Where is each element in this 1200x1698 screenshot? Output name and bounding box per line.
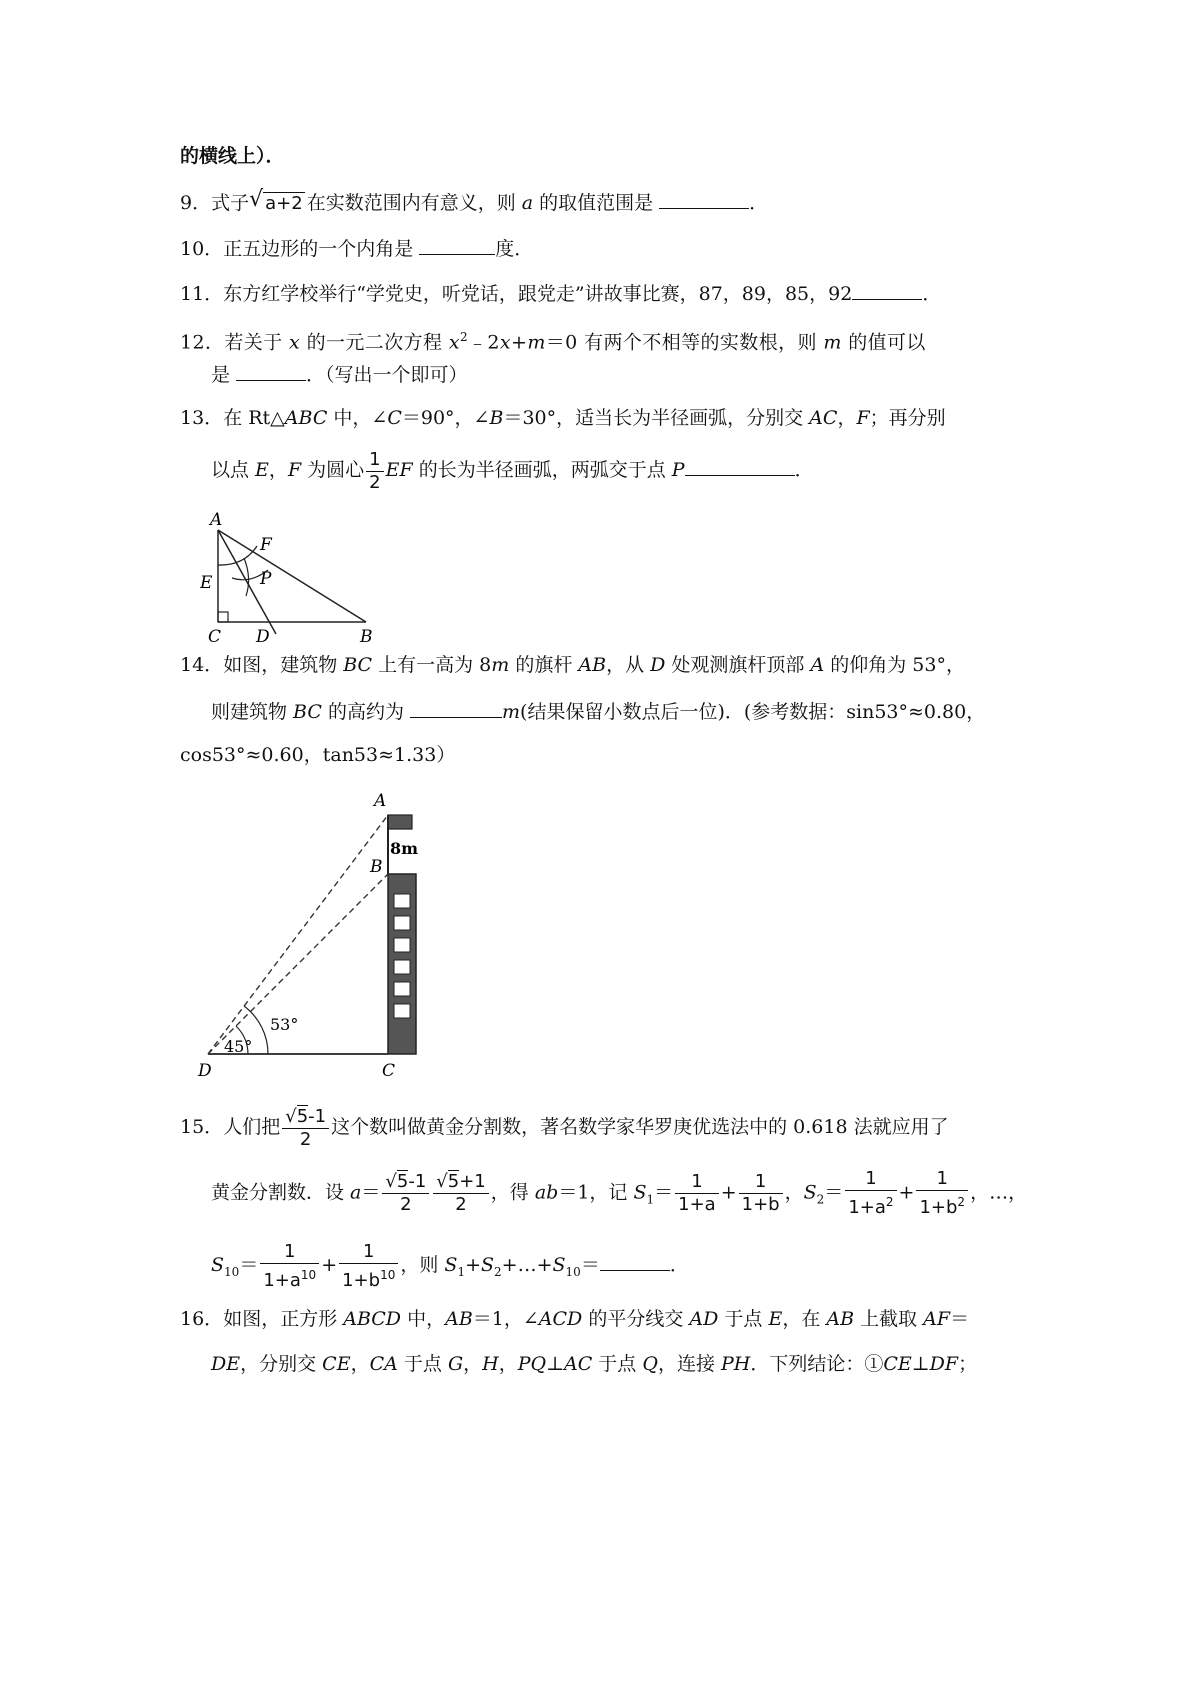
denominator-base: 1+a (263, 1269, 301, 1291)
fraction (845, 1168, 896, 1219)
denominator-base: 1+a (848, 1197, 886, 1218)
perpendicular: ⊥ (911, 1353, 930, 1375)
question-11 (180, 277, 941, 309)
section-instruction-tail: 的横线上）． (180, 145, 285, 167)
q16-text-6: ，在 (782, 1308, 827, 1330)
q16-text: 如图，正方形 (223, 1308, 344, 1330)
q16-text-5: 于点 (718, 1308, 769, 1330)
q15-text-6: ，则 (400, 1254, 445, 1276)
variable-s: S (211, 1254, 225, 1276)
q10-text: 正五边形的一个内角是 (223, 238, 420, 260)
equation-m: m (527, 331, 546, 354)
label-ce-2: CE (883, 1353, 912, 1375)
q13-comma: ， (837, 407, 857, 429)
q14-text-8: 的高约为 (321, 701, 410, 723)
label-af: AF (923, 1308, 951, 1330)
q14-text-2: 上有一高为 8 (372, 654, 492, 676)
q14-text-9: (结果保留小数点后一位)．(参考数据：sin53°≈0.80， (520, 701, 986, 723)
label-c: C (387, 407, 402, 429)
label-h: H (482, 1353, 499, 1375)
q15-text-4: ，得 (490, 1181, 535, 1204)
label-b: B (489, 407, 504, 429)
denominator (339, 1264, 398, 1292)
q12-text-2: 的一元二次方程 (300, 331, 449, 354)
comma: ， (463, 1353, 483, 1375)
variable-a: a (350, 1181, 362, 1204)
fig-label-a: A (210, 510, 223, 530)
label-acd: ACD (538, 1308, 583, 1330)
numerator: 1 (916, 1168, 968, 1191)
label-pq: PQ (517, 1353, 547, 1375)
question-13-line-2 (211, 448, 814, 494)
answer-blank[interactable] (685, 453, 795, 476)
denominator: 1+b (741, 1194, 780, 1215)
question-number: 16． (180, 1308, 224, 1330)
answer-blank[interactable] (419, 232, 495, 255)
fig-label-b: B (360, 627, 373, 647)
question-number: 15． (180, 1116, 224, 1138)
q14-text: 如图，建筑物 (223, 654, 344, 676)
q13-text-4: ＝30°，适当长为半径画弧，分别交 (503, 407, 810, 429)
flag (388, 815, 412, 829)
q16-text-7: 上截取 (854, 1308, 924, 1330)
exponent: 2 (957, 1195, 966, 1209)
q14-text-6: 的仰角为 53°， (824, 654, 965, 676)
question-number: 9． (180, 192, 212, 214)
golden-ratio-fraction (282, 1106, 329, 1151)
fig-label-f: F (260, 535, 272, 555)
fraction-a (382, 1171, 429, 1216)
question-14-line-3: cos53°≈0.60，tan53≈1.33） (180, 744, 456, 766)
q13-comma-2: ， (268, 459, 288, 481)
q13-text-6: 以点 (211, 459, 256, 481)
q9-text-2: 在实数范围内有意义，则 (306, 192, 522, 214)
numerator: 1 (739, 1171, 783, 1194)
question-15-line-2 (211, 1168, 1027, 1223)
subscript: 1 (646, 1192, 655, 1207)
question-number: 14． (180, 654, 224, 676)
q15-text-2: 这个数叫做黄金分割数，著名数学家华罗庚优选法中的 0.618 法就应用了 (331, 1116, 949, 1138)
angle-53-label: 53° (270, 1015, 299, 1034)
exponent: 10 (300, 1267, 317, 1282)
equals: ＝ (824, 1181, 844, 1204)
question-number: 11． (180, 283, 224, 305)
variable-s: S (633, 1181, 647, 1204)
plus: + (720, 1181, 737, 1204)
fig-label-b: B (370, 857, 383, 877)
label-ph: PH (720, 1353, 751, 1375)
label-g: G (447, 1353, 464, 1375)
numerator-rest: +1 (459, 1171, 486, 1192)
question-16-line-2 (211, 1349, 977, 1379)
equation-part: ﹣2 (468, 331, 500, 354)
comma: ， (350, 1353, 370, 1375)
q12-text-6: ．（写出一个即可） (306, 364, 468, 386)
q16-text-8: ，分别交 (240, 1353, 323, 1375)
q13-text-2: 中，∠ (327, 407, 388, 429)
equation-x-2: x (499, 331, 512, 354)
denominator: 1+a (678, 1194, 716, 1215)
question-number: 13． (180, 407, 224, 429)
variable-s: S (803, 1181, 817, 1204)
denominator (845, 1191, 896, 1219)
q16-text-12: ．下列结论：① (750, 1353, 884, 1375)
q9-text-3: 的取值范围是 (533, 192, 660, 214)
label-ce: CE (322, 1353, 351, 1375)
label-e: E (255, 459, 269, 481)
plus: + (898, 1181, 915, 1204)
q16-text-9: 于点 (397, 1353, 448, 1375)
question-number: 12． (180, 331, 225, 354)
variable-s: S (552, 1254, 566, 1276)
q12-text-4: 的值可以 (841, 331, 926, 354)
subscript: 2 (816, 1192, 825, 1207)
label-abc: ABC (284, 407, 328, 429)
variable-s: S (481, 1254, 495, 1276)
fraction (260, 1241, 319, 1292)
exponent: 10 (380, 1267, 396, 1282)
q15-text-3: 黄金分割数．设 (211, 1181, 351, 1204)
question-14-line-2 (211, 695, 985, 727)
fig-label-c: C (382, 1061, 396, 1081)
question-12-line-2 (211, 358, 468, 390)
fig-label-d: D (256, 627, 270, 647)
numerator: √5-1 (282, 1106, 329, 1129)
ellipsis: ，…， (970, 1181, 1028, 1204)
comma: ， (784, 1181, 804, 1204)
flag-height-label: 8m (390, 839, 419, 858)
q16-text-2: 中， (401, 1308, 446, 1330)
q13-text-3: ＝90°，∠ (401, 407, 490, 429)
question-12 (180, 322, 926, 357)
q10-text-2: 度． (495, 238, 534, 260)
plus: + (321, 1254, 338, 1276)
q13-text-7: 为圆心 (301, 459, 365, 481)
denominator: 2 (455, 1194, 467, 1215)
unit-m-2: m (502, 701, 521, 723)
q12-text-3: ＝0 有两个不相等的实数根，则 (545, 331, 824, 354)
variable-a: a (521, 192, 534, 214)
q14-text-4: ，从 (606, 654, 651, 676)
q13-text: 在 Rt△ (223, 407, 285, 429)
fraction-b (433, 1171, 488, 1216)
label-abcd: ABCD (343, 1308, 402, 1330)
numerator: 1 (260, 1241, 319, 1264)
equation-plus: + (511, 331, 528, 354)
label-de: DE (211, 1353, 241, 1375)
fig-label-a: A (374, 791, 387, 811)
denominator-base: 1+b (342, 1269, 381, 1291)
q12-text-5: 是 (211, 364, 237, 386)
question-14 (180, 650, 965, 680)
variable-ab: ab (534, 1181, 559, 1204)
radicand: 5 (296, 1105, 309, 1127)
fraction (675, 1171, 719, 1216)
question-number: 10． (180, 238, 224, 260)
subscript: 1 (457, 1264, 466, 1279)
q9-text: 式子 (211, 192, 250, 214)
radicand: 5 (396, 1171, 409, 1192)
label-f: F (856, 407, 870, 429)
denominator (916, 1191, 968, 1219)
numerator: 1 (366, 449, 383, 472)
denominator: 2 (400, 1194, 412, 1215)
plus: + (465, 1254, 481, 1276)
denominator: 2 (299, 1128, 312, 1150)
q13-text-8: 的长为半径画弧，两弧交于点 (412, 459, 672, 481)
subscript: 10 (565, 1264, 581, 1279)
label-ac: AC (564, 1353, 593, 1375)
numerator: √5-1 (382, 1171, 429, 1194)
unit-m: m (491, 654, 510, 676)
variable-s: S (444, 1254, 458, 1276)
answer-blank[interactable] (852, 277, 922, 300)
numerator: 1 (845, 1168, 896, 1191)
label-ad: AD (689, 1308, 719, 1330)
q14-text-5: 处观测旗杆顶部 (665, 654, 811, 676)
question-15-line-3 (211, 1240, 689, 1297)
label-bc: BC (343, 654, 373, 676)
equals: ＝ (361, 1181, 381, 1204)
fraction (916, 1168, 968, 1219)
q12-text: 若关于 (224, 331, 290, 354)
radicand: 5 (447, 1171, 460, 1192)
label-q: Q (642, 1353, 658, 1375)
perpendicular: ⊥ (546, 1353, 564, 1375)
subscript: 2 (494, 1264, 502, 1279)
label-ca: CA (369, 1353, 398, 1375)
question-10 (180, 232, 533, 264)
numerator: 1 (675, 1171, 719, 1194)
denominator: 2 (369, 471, 381, 493)
answer-blank[interactable] (600, 1248, 670, 1271)
semicolon: ； (958, 1353, 978, 1375)
answer-blank[interactable] (410, 695, 502, 718)
label-e: E (768, 1308, 783, 1330)
fig-label-p: P (260, 569, 272, 589)
denominator (260, 1264, 319, 1292)
label-a: A (810, 654, 825, 676)
denominator-base: 1+b (919, 1197, 958, 1218)
exponent: 2 (459, 330, 469, 344)
q11-end: ． (922, 283, 942, 305)
q13-end: ． (794, 459, 814, 481)
exponent: 2 (885, 1195, 894, 1209)
q16-text-10: 于点 (592, 1353, 643, 1375)
figure-building-flagpole (190, 790, 450, 1090)
fraction (339, 1241, 398, 1292)
q15-text-5: ＝1，记 (558, 1181, 634, 1204)
label-ac: AC (809, 407, 838, 429)
fraction (739, 1171, 783, 1216)
numerator: √5+1 (433, 1171, 488, 1194)
numerator-rest: -1 (408, 1171, 427, 1192)
equation-x: x (448, 331, 460, 354)
equals: ＝ (950, 1308, 970, 1330)
fig-label-d: D (198, 1061, 212, 1081)
angle-45-label: 45° (224, 1037, 253, 1056)
sqrt-expression: √ a+2 (249, 187, 303, 214)
subscript: 10 (224, 1264, 240, 1279)
question-16 (180, 1304, 969, 1334)
label-f-2: F (287, 459, 302, 481)
label-ab: AB (445, 1308, 473, 1330)
q9-end: ． (749, 192, 769, 214)
label-p: P (671, 459, 685, 481)
question-9 (180, 186, 768, 219)
label-ab: AB (578, 654, 607, 676)
numerator-rest: -1 (308, 1105, 327, 1127)
q15-end: ． (669, 1254, 689, 1276)
q14-text-7: 则建筑物 (211, 701, 294, 723)
figure-triangle-abc (200, 508, 420, 648)
label-bc-2: BC (293, 701, 322, 723)
q15-text: 人们把 (223, 1116, 281, 1138)
radicand: a+2 (265, 193, 303, 214)
sum-ellipsis: +…+ (501, 1254, 553, 1276)
equals: ＝ (580, 1254, 600, 1276)
fig-label-e: E (200, 573, 213, 593)
variable-m: m (823, 331, 842, 354)
answer-blank[interactable] (659, 186, 749, 209)
q16-text-11: ，连接 (657, 1353, 721, 1375)
label-d: D (650, 654, 666, 676)
label-df: DF (929, 1353, 959, 1375)
equals: ＝ (239, 1254, 259, 1276)
fig-label-c: C (208, 627, 222, 647)
question-15 (180, 1104, 949, 1151)
comma: ， (498, 1353, 518, 1375)
question-13 (180, 403, 946, 433)
label-ef: EF (385, 459, 413, 481)
fraction-one-half (366, 449, 383, 494)
q16-text-3: ＝1，∠ (472, 1308, 539, 1330)
q16-text-4: 的平分线交 (582, 1308, 690, 1330)
q14-text-3: 的旗杆 (509, 654, 579, 676)
q13-text-5: ；再分别 (869, 407, 946, 429)
variable-x: x (289, 331, 301, 354)
label-ab-2: AB (826, 1308, 855, 1330)
equals: ＝ (654, 1181, 674, 1204)
answer-blank[interactable] (236, 358, 306, 381)
numerator: 1 (339, 1241, 398, 1264)
q11-text: 东方红学校举行“学党史，听党话，跟党走”讲故事比赛，87，89，85，92 (223, 283, 853, 305)
